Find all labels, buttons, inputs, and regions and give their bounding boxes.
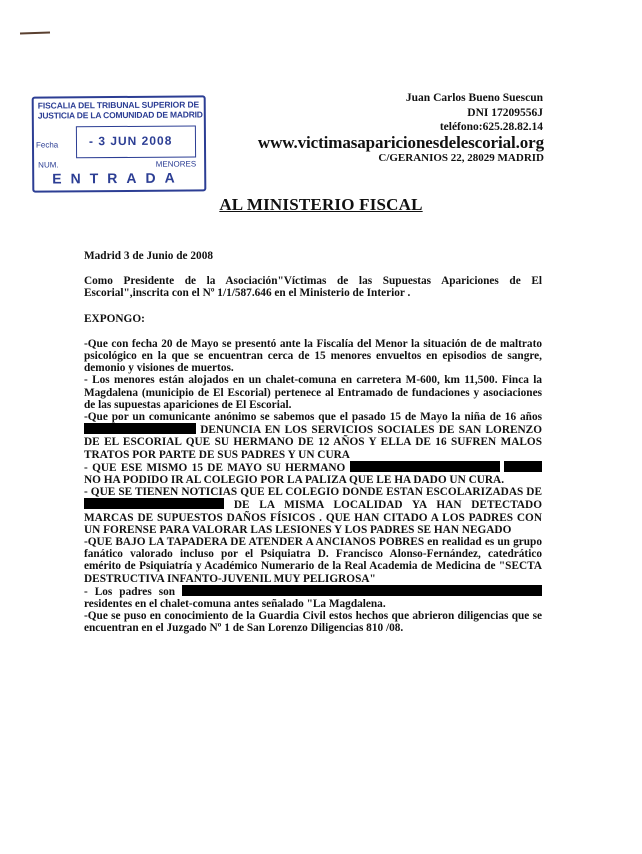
paragraph-7-end: residentes en el chalet-comuna antes señalado "La Magdalena. (84, 598, 386, 611)
stamp-line1: FISCALIA DEL TRIBUNAL SUPERIOR DE (37, 99, 200, 111)
sender-phone: teléfono:625.28.82.14 (439, 121, 543, 133)
stamp-date-box (76, 125, 196, 158)
paragraph-4 (84, 461, 542, 486)
letter-body (84, 250, 542, 635)
stamp-line2: JUSTICIA DE LA COMUNIDAD DE MADRID (37, 109, 203, 121)
paragraph-3-end: DENUNCIA EN LOS SERVICIOS SOCIALES DE SAN LORENZO DE EL ESCORIAL QUE SU HERMANO DE 12 AÑOS Y ELLA DE 16 SUFREN MALOS TRATOS POR PARTE DE SUS PADRES Y UN CURA (84, 424, 542, 461)
stamp-menores-label: MENORES (155, 159, 197, 169)
pen-mark (20, 31, 50, 34)
stamp-date: - 3 JUN 2008 (88, 133, 173, 149)
paragraph-7 (84, 585, 542, 610)
redacted-block (182, 585, 542, 596)
document-title: AL MINISTERIO FISCAL (219, 195, 423, 214)
redacted-block (84, 423, 196, 434)
paragraph-6: -QUE BAJO LA TAPADERA DE ATENDER A ANCIANOS POBRES en realidad es un grupo fanático valorado incluso por el Psiquiatra D. Francisco Alonso-Fernández, catedrático emérito de Psiquiatría y Académico Numerario de la Real Academia de Medicina de "SECTA DESTRUCTIVA INFANTO-JUVENIL MUY PELIGROSA" (84, 536, 542, 585)
paragraph-5-start: - QUE SE TIENEN NOTICIAS QUE EL COLEGIO DONDE ESTAN ESCOLARIZADAS DE (84, 486, 542, 499)
sender-name: Juan Carlos Bueno Suescun (405, 92, 543, 104)
paragraph-2: - Los menores están alojados en un chalet-comuna en carretera M-600, km 11,500. Finca la Magdalena (municipio de El Escorial) pertenece al Entramado de fundaciones y asociaciones de las supuestas apariciones de El Escorial. (84, 374, 542, 411)
paragraph-5 (84, 486, 542, 536)
entry-stamp (32, 95, 207, 192)
letter-date: Madrid 3 de Junio de 2008 (84, 250, 213, 262)
paragraph-7-start: - Los padres son (84, 585, 176, 598)
redacted-block (504, 461, 542, 472)
stamp-fecha-label: Fecha (35, 140, 59, 150)
paragraph-3-start: -Que por un comunicante anónimo se sabemos que el pasado 15 de Mayo la niña de 16 años (84, 411, 542, 424)
stamp-entrada: ENTRADA (52, 169, 184, 187)
sender-website: www.victimasaparicionesdelescorial.org (257, 133, 544, 152)
paragraph-5-end: DE LA MISMA LOCALIDAD YA HAN DETECTADO MARCAS DE SUPUESTOS DAÑOS FÍSICOS . QUE HAN CITADO A LOS PADRES CON UN FORENSE PARA VALORAR LAS LESIONES Y LOS PADRES SE HAN NEGADO (84, 499, 543, 536)
sender-address: C/GERANIOS 22, 28029 MADRID (378, 152, 544, 164)
paragraph-4-start: - QUE ESE MISMO 15 DE MAYO SU HERMANO (84, 461, 346, 474)
letter-intro: Como Presidente de la Asociación"Víctimas de las Supuestas Apariciones de El Escorial",inscrita con el Nº 1/1/587.646 en el Ministerio de Interior . (84, 275, 542, 300)
paragraph-1: -Que con fecha 20 de Mayo se presentó ante la Fiscalía del Menor la situación de de maltrato psicológico en la que se encuentran cerca de 15 menores envueltos en episodios de sangre, demonio y visiones de muertos. (84, 337, 542, 375)
stamp-num-label: NUM. (38, 160, 59, 170)
sender-dni: DNI 17209556J (467, 107, 543, 119)
paragraph-8: -Que se puso en conocimiento de la Guardia Civil estos hechos que abrieron diligencias que se encuentran en el Juzgado Nº 1 de San Lorenzo Diligencias 810 /08. (84, 610, 542, 635)
expongo-heading: EXPONGO: (84, 312, 145, 325)
paragraph-3 (84, 411, 542, 461)
paragraph-4-end: NO HA PODIDO IR AL COLEGIO POR LA PALIZA QUE LE HA DADO UN CURA. (84, 474, 505, 487)
redacted-block (350, 461, 500, 472)
redacted-block (84, 498, 224, 509)
